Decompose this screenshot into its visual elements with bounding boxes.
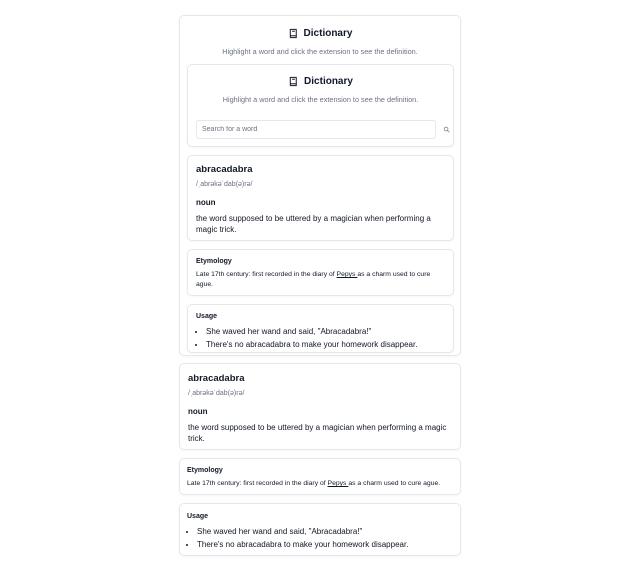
entry-phonetic: /ˌabrəkəˈdab(ə)rə/ — [188, 390, 245, 397]
etymology-title: Etymology — [196, 258, 232, 265]
search-bar — [196, 120, 454, 139]
usage-item: • She waved her wand and said, "Abracadabra!" — [197, 525, 453, 538]
usage-title: Usage — [187, 513, 209, 520]
entry-definition: the word supposed to be uttered by a magician when performing a magic trick. — [188, 423, 447, 443]
search-icon — [443, 126, 450, 133]
usage-list — [187, 525, 453, 551]
entry-phonetic: /ˌabrəkəˈdab(ə)rə/ — [196, 181, 253, 188]
popup-header — [180, 28, 460, 39]
entry-word: abracadabra — [188, 373, 245, 384]
dictionary-popup — [179, 15, 461, 356]
entry-definition: the word supposed to be uttered by a magician when performing a magic trick. — [196, 214, 431, 234]
etymology-card — [179, 458, 461, 495]
definition-card — [179, 363, 461, 450]
popup-subtitle: Highlight a word and click the extension to see the definition. — [222, 47, 418, 56]
usage-item: • She waved her wand and said, "Abracadabra!" — [206, 325, 445, 338]
search-card-header — [188, 76, 453, 87]
usage-card — [187, 304, 454, 353]
usage-list — [196, 325, 445, 351]
usage-item: • There's no abracadabra to make your homework disappear. — [197, 538, 453, 551]
etymology-text: Late 17th century: first recorded in the diary of Pepys as a charm used to cure ague. — [196, 271, 431, 288]
usage-item: • There's no abracadabra to make your homework disappear. — [206, 338, 445, 351]
book-icon — [288, 76, 299, 87]
search-card — [187, 64, 454, 147]
usage-title: Usage — [196, 313, 218, 320]
pepys-link[interactable]: Pepys — [327, 480, 349, 487]
etymology-title: Etymology — [187, 467, 223, 474]
book-icon — [288, 28, 299, 39]
entry-part-of-speech: noun — [188, 407, 208, 416]
pepys-link[interactable]: Pepys — [336, 271, 358, 278]
search-card-subtitle: Highlight a word and click the extension to see the definition. — [222, 95, 419, 104]
etymology-card — [187, 249, 454, 296]
usage-card — [179, 503, 461, 556]
search-button[interactable] — [438, 120, 454, 139]
popup-title: Dictionary — [303, 28, 353, 39]
entry-part-of-speech: noun — [196, 198, 216, 207]
search-input[interactable] — [196, 120, 436, 139]
etymology-text: Late 17th century: first recorded in the diary of Pepys as a charm used to cure ague. — [187, 480, 441, 487]
entry-word: abracadabra — [196, 164, 253, 175]
definition-card — [187, 155, 454, 241]
search-card-title: Dictionary — [304, 76, 353, 87]
